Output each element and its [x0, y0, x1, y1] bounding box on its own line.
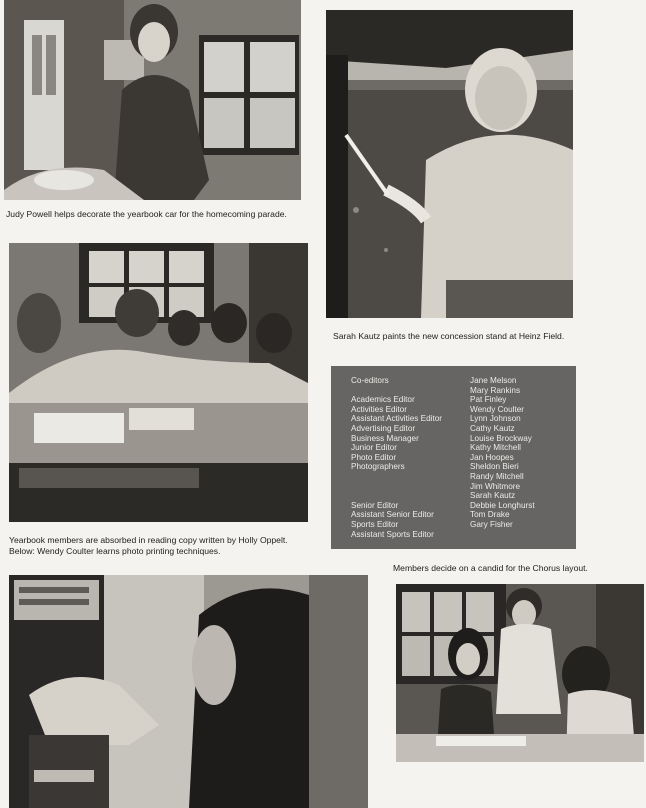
- staff-name: Tom Drake: [470, 510, 510, 520]
- staff-title: Assistant Activities Editor: [351, 414, 443, 424]
- staff-name: Louise Brockway: [470, 433, 532, 443]
- staff-title: Academics Editor: [351, 395, 415, 405]
- staff-title: Junior Editor: [351, 443, 397, 453]
- staff-title: Senior Editor: [351, 500, 399, 510]
- staff-name: Debbie Longhurst: [470, 500, 535, 510]
- staff-title: Assistant Sports Editor: [351, 529, 434, 539]
- concession-stand-painting-photo: [326, 10, 573, 318]
- staff-name: Gary Fisher: [470, 519, 513, 529]
- staff-name: Sheldon Bieri: [470, 462, 519, 472]
- staff-name: Jane Melson: [470, 376, 517, 385]
- sarah-caption: Sarah Kautz paints the new concession stand at Heinz Field.: [333, 331, 565, 341]
- staff-title: Advertising Editor: [351, 423, 416, 433]
- staff-name: Mary Rankins: [470, 385, 521, 395]
- staff-name: Jan Hoopes: [470, 452, 514, 462]
- members-caption-line1: Yearbook members are absorbed in reading copy written by Holly Oppelt.: [9, 535, 288, 545]
- chorus-caption: Members decide on a candid for the Chorus layout.: [393, 563, 588, 573]
- staff-name: Randy Mitchell: [470, 471, 524, 481]
- staff-name: Jim Whitmore: [470, 481, 521, 491]
- staff-name: Lynn Johnson: [470, 414, 521, 424]
- photo-printing-photo: [9, 575, 368, 808]
- staff-name: Wendy Coulter: [470, 404, 525, 414]
- staff-title: Assistant Senior Editor: [351, 510, 434, 520]
- staff-name: Kathy Mitchell: [470, 443, 521, 453]
- staff-titles-column: [351, 376, 442, 539]
- staff-names-column: [470, 376, 535, 530]
- members-caption-line2: Below: Wendy Coulter learns photo printing techniques.: [9, 546, 221, 556]
- staff-name: Sarah Kautz: [470, 491, 516, 501]
- staff-title: Activities Editor: [351, 404, 407, 414]
- staff-title: Co-editors: [351, 376, 389, 385]
- staff-title: Photo Editor: [351, 452, 397, 462]
- staff-title: Sports Editor: [351, 519, 399, 529]
- yearbook-members-reading-copy-photo: [9, 243, 308, 522]
- yearbook-car-decorating-photo: [4, 0, 301, 200]
- judy-caption: Judy Powell helps decorate the yearbook car for the homecoming parade.: [6, 209, 287, 219]
- chorus-layout-photo: [396, 584, 644, 762]
- staff-title: Photographers: [351, 462, 405, 472]
- staff-title: Business Manager: [351, 433, 419, 443]
- staff-name: Pat Finley: [470, 395, 507, 405]
- staff-list-box: [331, 366, 576, 549]
- staff-name: Cathy Kautz: [470, 423, 515, 433]
